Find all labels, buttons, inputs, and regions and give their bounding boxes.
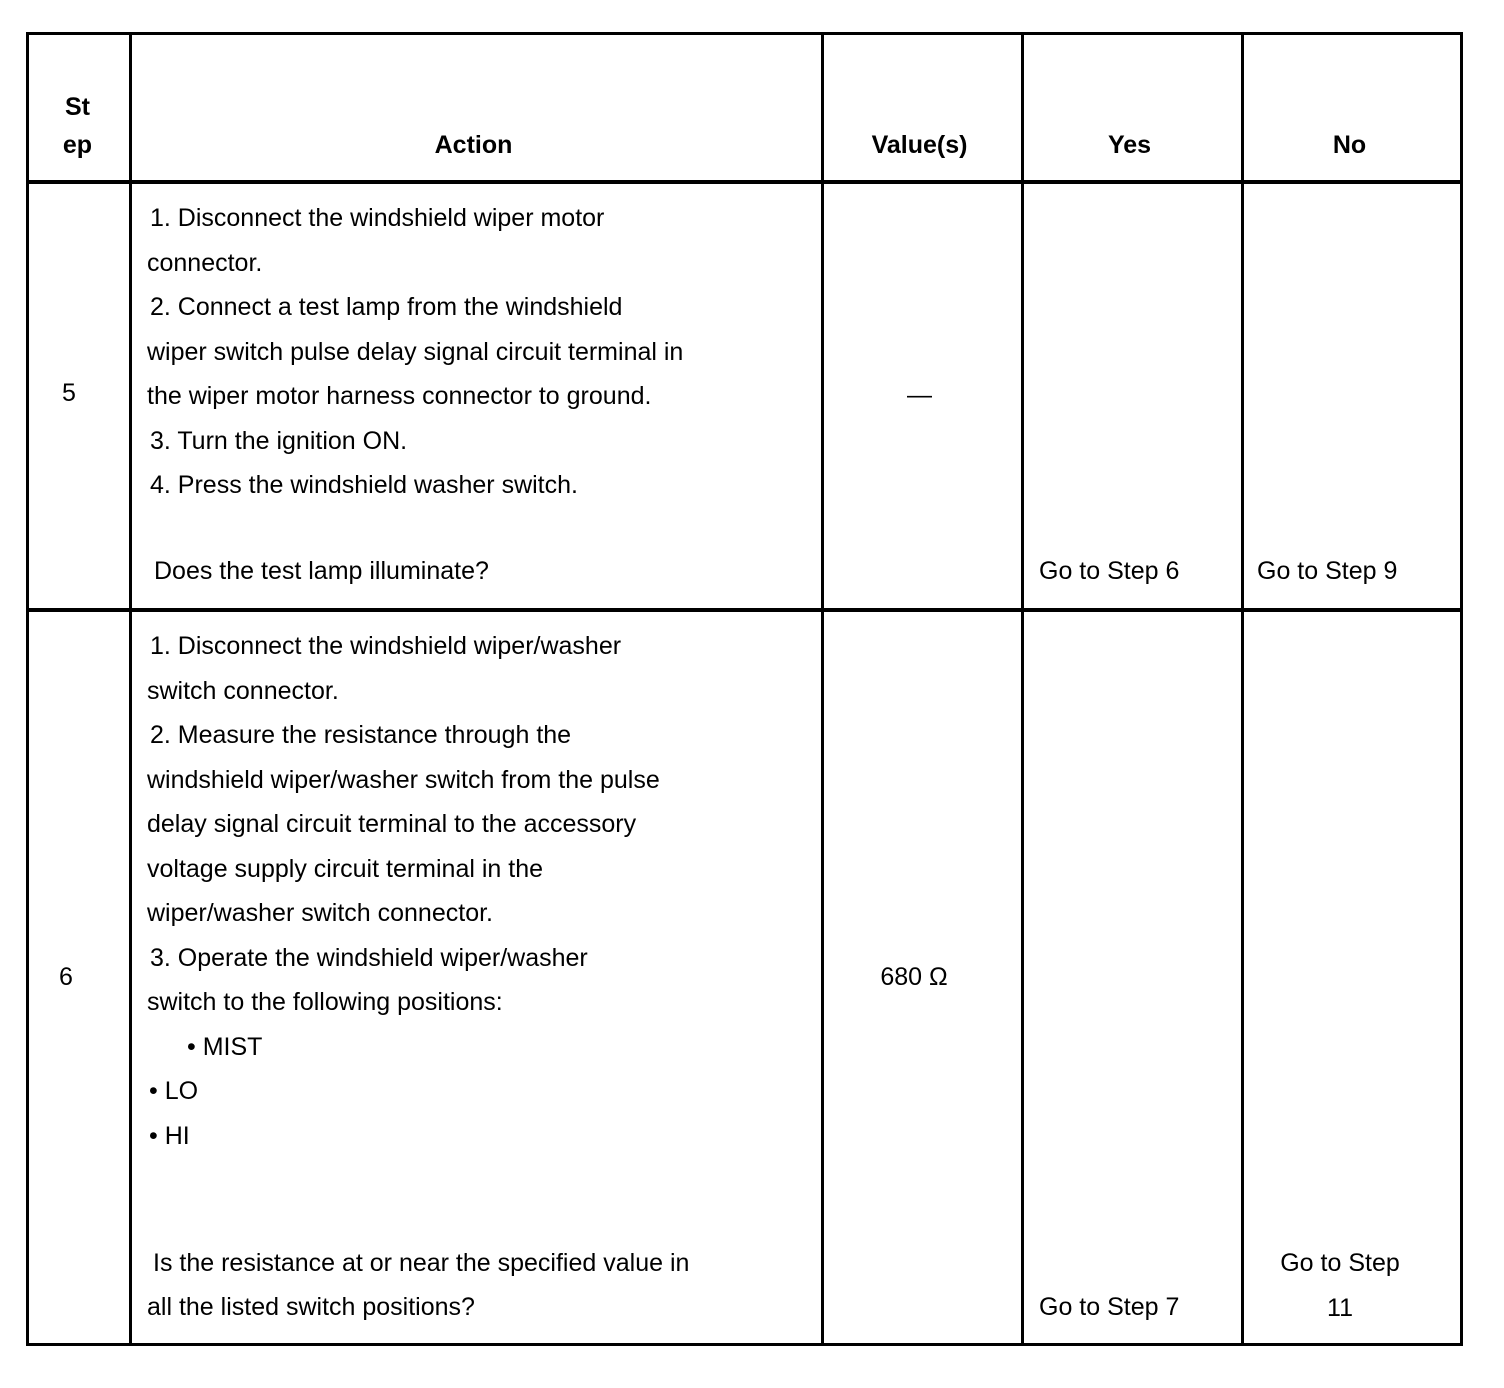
no-cell <box>1241 1241 1439 1330</box>
header-step-line1: St <box>65 93 90 121</box>
yes-cell: Go to Step 6 <box>1039 557 1180 585</box>
header-step <box>29 88 126 164</box>
action-line: 3. Turn the ignition ON. <box>150 426 408 455</box>
action-line: delay signal circuit terminal to the accessory <box>147 810 637 838</box>
no-cell-line1: Go to Step <box>1280 1249 1400 1277</box>
step-number: 6 <box>59 963 73 991</box>
action-line: 3. Operate the windshield wiper/washer <box>150 943 588 972</box>
action-line: 1. Disconnect the windshield wiper/washer <box>150 632 622 660</box>
action-line: 4. Press the windshield washer switch. <box>150 471 578 499</box>
action-line: switch connector. <box>147 676 339 705</box>
action-question: Is the resistance at or near the specified value in <box>153 1249 690 1277</box>
action-line: wiper/washer switch connector. <box>147 899 493 927</box>
column-divider <box>1021 35 1024 1343</box>
yes-cell: Go to Step 7 <box>1039 1293 1180 1321</box>
column-divider <box>821 35 824 1343</box>
header-no: No <box>1332 131 1367 159</box>
action-line: connector. <box>147 248 263 277</box>
action-question: all the listed switch positions? <box>147 1293 475 1321</box>
column-divider <box>1241 35 1244 1343</box>
action-line: 2. Connect a test lamp from the windshield <box>150 293 623 321</box>
bullet-item: • LO <box>149 1077 199 1105</box>
column-divider <box>129 35 132 1343</box>
row-divider <box>29 180 1460 184</box>
action-line: the wiper motor harness connector to ground. <box>147 382 652 410</box>
action-steps <box>147 196 683 508</box>
action-line: voltage supply circuit terminal in the <box>147 854 544 883</box>
step-number: 5 <box>62 379 76 407</box>
bullet-item: • MIST <box>187 1032 263 1061</box>
header-step-line2: ep <box>62 131 93 159</box>
action-line: 1. Disconnect the windshield wiper motor <box>150 204 605 232</box>
action-line: windshield wiper/washer switch from the pulse <box>147 765 660 794</box>
header-values: Value(s) <box>871 131 968 159</box>
no-cell-line2: 11 <box>1327 1293 1353 1322</box>
action-line: switch to the following positions: <box>147 988 503 1016</box>
row-divider <box>29 608 1460 612</box>
value-cell: — <box>907 381 932 409</box>
action-steps <box>147 624 660 1158</box>
header-action: Action <box>434 131 513 159</box>
header-yes: Yes <box>1107 131 1152 159</box>
no-cell: Go to Step 9 <box>1257 557 1398 585</box>
action-line: wiper switch pulse delay signal circuit terminal in <box>147 337 684 366</box>
bullet-item: • HI <box>149 1121 190 1150</box>
value-cell: 680 Ω <box>880 963 948 991</box>
action-line: 2. Measure the resistance through the <box>150 721 572 749</box>
action-question: Does the test lamp illuminate? <box>154 557 489 585</box>
